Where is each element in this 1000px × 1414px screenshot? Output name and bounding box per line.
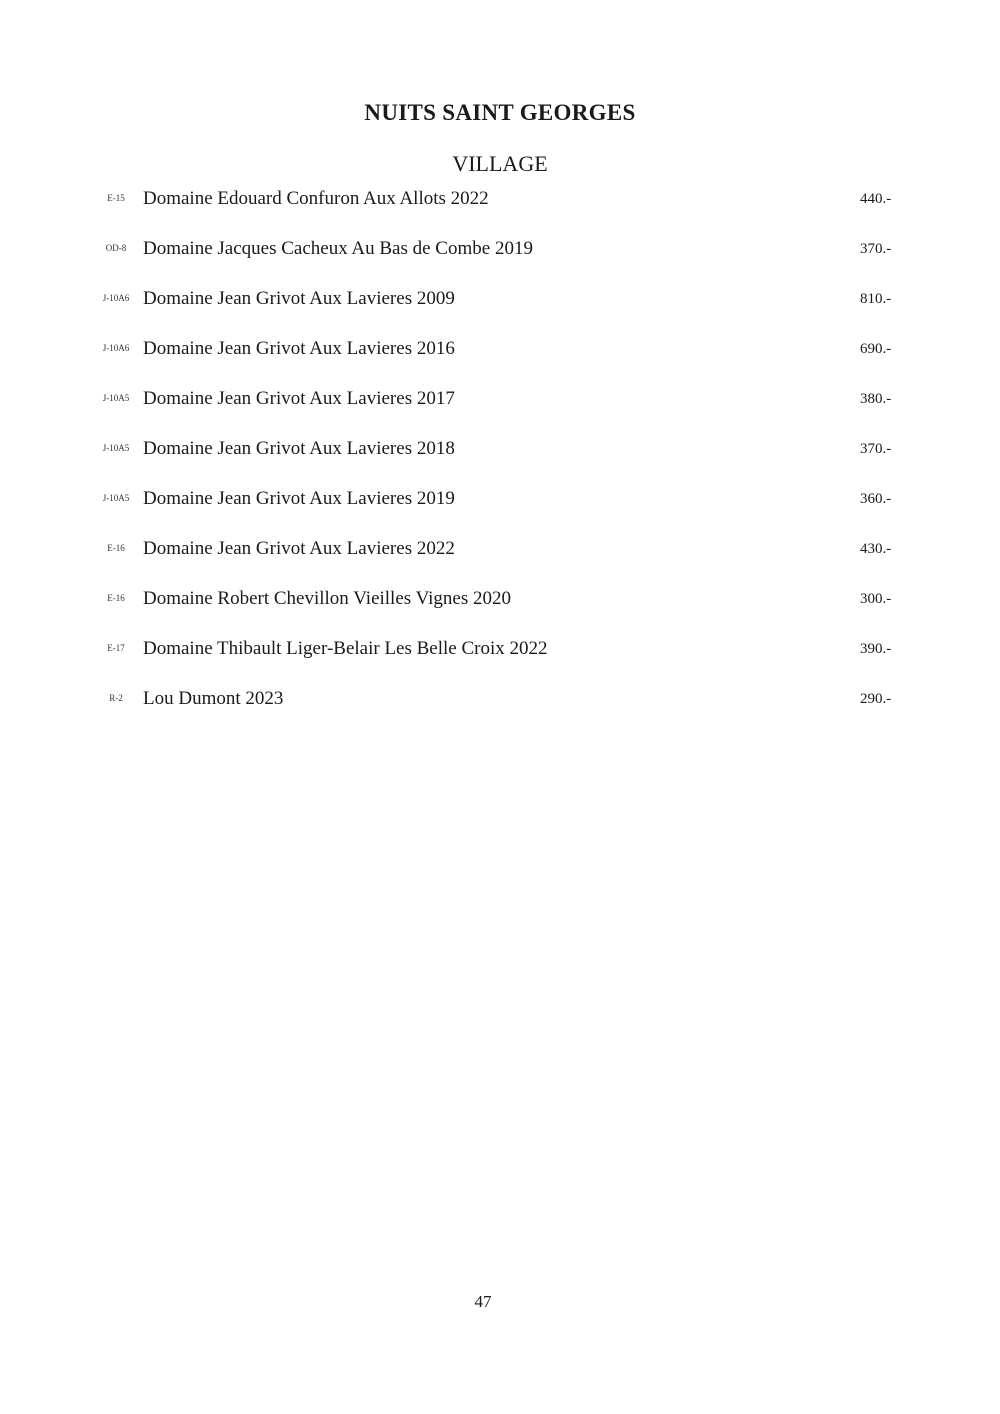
wine-code: E-15: [107, 193, 125, 203]
wine-name: Domaine Jean Grivot Aux Lavieres 2022: [143, 538, 455, 559]
wine-row: [0, 188, 1000, 238]
wine-name: Domaine Jacques Cacheux Au Bas de Combe 2019: [143, 238, 533, 259]
wine-row: [0, 538, 1000, 588]
wine-name: Lou Dumont 2023: [143, 688, 284, 709]
wine-row: [0, 588, 1000, 638]
wine-row: [0, 288, 1000, 338]
wine-row: [0, 488, 1000, 538]
wine-code: J-10A5: [102, 443, 130, 453]
wine-price: 370.-: [860, 441, 892, 457]
wine-code: R-2: [109, 693, 123, 703]
section-title: VILLAGE: [452, 151, 548, 176]
wine-row: [0, 388, 1000, 438]
wine-row: [0, 688, 1000, 738]
wine-code: E-16: [107, 543, 125, 553]
wine-price: 440.-: [860, 191, 892, 207]
wine-name: Domaine Jean Grivot Aux Lavieres 2017: [143, 388, 455, 409]
wine-code: E-16: [107, 593, 125, 603]
wine-code: J-10A6: [102, 293, 130, 303]
wine-name: Domaine Thibault Liger-Belair Les Belle Croix 2022: [143, 638, 548, 659]
wine-name: Domaine Edouard Confuron Aux Allots 2022: [143, 188, 489, 209]
wine-name: Domaine Jean Grivot Aux Lavieres 2016: [143, 338, 455, 359]
wine-code: J-10A6: [102, 343, 130, 353]
wine-price: 290.-: [860, 691, 892, 707]
wine-row: [0, 438, 1000, 488]
wine-name: Domaine Jean Grivot Aux Lavieres 2018: [143, 438, 455, 459]
wine-price: 390.-: [860, 641, 892, 657]
wine-code: J-10A5: [102, 393, 130, 403]
wine-price: 810.-: [860, 291, 892, 307]
wine-row: [0, 338, 1000, 388]
wine-name: Domaine Robert Chevillon Vieilles Vignes 2020: [143, 588, 512, 609]
page-number: 47: [474, 1292, 492, 1311]
wine-price: 370.-: [860, 241, 892, 257]
wine-price: 690.-: [860, 341, 892, 357]
wine-name: Domaine Jean Grivot Aux Lavieres 2019: [143, 488, 455, 509]
wine-code: OD-8: [105, 243, 127, 253]
wine-row: [0, 638, 1000, 688]
wine-code: E-17: [107, 643, 125, 653]
wine-price: 300.-: [860, 591, 892, 607]
wine-name: Domaine Jean Grivot Aux Lavieres 2009: [143, 288, 455, 309]
wine-row: [0, 238, 1000, 288]
wine-price: 360.-: [860, 491, 892, 507]
wine-price: 380.-: [860, 391, 892, 407]
wine-price: 430.-: [860, 541, 892, 557]
wine-code: J-10A5: [102, 493, 130, 503]
wine-list: [0, 188, 1000, 738]
page-title: NUITS SAINT GEORGES: [364, 100, 636, 125]
